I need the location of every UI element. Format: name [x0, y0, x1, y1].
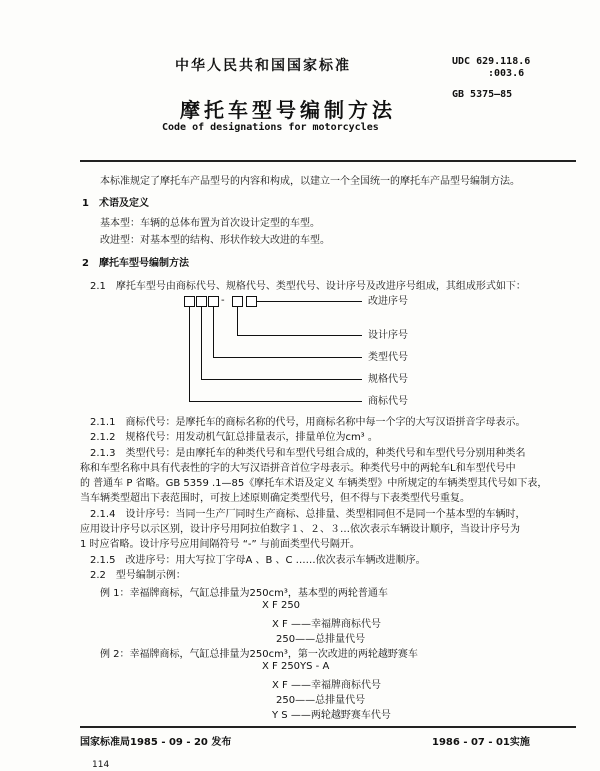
clause-2-1-3-line3: 的 普通车 P 省略。GB 5359 .1—85《摩托车术语及定义 车辆类型》中所规定的车辆类型其代号如下表， [80, 478, 548, 489]
udc-code-line1: UDC 629.118.6 [452, 56, 531, 67]
example-2-line2: 250——总排量代号 [276, 695, 366, 706]
example-2-code: X F 250YS - A [262, 661, 330, 672]
clause-2-1-4-line2: 应用设计序号以示区别，设计序号用阿拉伯数字１、２、３…依次表示车辆设计顺序，当设计序号为 [80, 524, 520, 535]
leader-design-h [237, 335, 362, 336]
example-2-caption: 例 2：幸福牌商标，气缸总排量为250cm³，第一次改进的两轮越野赛车 [100, 649, 418, 660]
intro-paragraph: 本标准规定了摩托车产品型号的内容和构成，以建立一个全国统一的摩托车产品型号编制方法。 [100, 176, 520, 187]
footer-divider [80, 726, 576, 728]
issue-date: 国家标准局1985 - 09 - 20 发布 [80, 737, 232, 748]
diagram-box-improve [246, 296, 257, 307]
leader-brand-h [189, 401, 362, 402]
example-2-line1: X F ——幸福牌商标代号 [272, 680, 381, 691]
leader-spec-v [201, 307, 202, 379]
diagram-label-spec: 规格代号 [368, 374, 408, 385]
udc-code-line2: :003.6 [488, 68, 525, 79]
leader-brand-v [189, 307, 190, 401]
effective-date: 1986 - 07 - 01实施 [432, 737, 530, 748]
document-title-english: Code of designations for motorcycles [162, 122, 379, 133]
header-divider [80, 160, 576, 162]
diagram-box-design [232, 296, 243, 307]
clause-2-1-4-line3: 1 时应省略。设计序号应用间隔符号 “-” 与前面类型代号隔开。 [80, 539, 360, 550]
diagram-label-brand: 商标代号 [368, 396, 408, 407]
example-2-line3: Y S ——两轮越野赛车代号 [272, 710, 391, 721]
example-1-line2: 250——总排量代号 [276, 634, 366, 645]
clause-2-1-3-line4: 当车辆类型超出下表范围时，可按上述原则确定类型代号，但不得与下表类型代号重复。 [80, 493, 470, 504]
diagram-box-type [208, 296, 219, 307]
example-1-line1: X F ——幸福牌商标代号 [272, 619, 381, 630]
leader-improve [257, 301, 362, 302]
page-number: 114 [92, 760, 110, 770]
clause-2-1-4-line1: 2.1.4 设计序号：当同一生产厂同时生产商标、总排量、类型相同但不是同一个基本型的车辆时， [90, 509, 526, 520]
section-2-heading: 2 摩托车型号编制方法 [82, 258, 189, 269]
leader-design-v [237, 307, 238, 335]
clause-2-1-1: 2.1.1 商标代号：是摩托车的商标名称的代号，用商标名称中每一个字的大写汉语拼音字母表示。 [90, 417, 526, 428]
diagram-box-brand [184, 296, 195, 307]
diagram-label-type: 类型代号 [368, 352, 408, 363]
leader-type-h [213, 357, 362, 358]
leader-spec-h [201, 379, 362, 380]
example-1-caption: 例 1：幸福牌商标，气缸总排量为250cm³，基本型的两轮普通车 [100, 588, 388, 599]
clause-2-1-3-line1: 2.1.3 类型代号：是由摩托车的种类代号和车型代号组合成的，种类代号和车型代号分别用种类名 [90, 448, 526, 459]
diagram-label-improve: 改进序号 [368, 296, 408, 307]
example-1-code: X F 250 [262, 600, 301, 611]
definition-improved-type: 改进型：对基本型的结构、形状作较大改进的车型。 [100, 235, 330, 246]
section-1-heading: 1 术语及定义 [82, 198, 149, 209]
clause-2-2: 2.2 型号编制示例： [90, 570, 186, 581]
standard-org-title: 中华人民共和国国家标准 [175, 58, 351, 74]
gb-number: GB 5375—85 [452, 89, 513, 100]
definition-basic-type: 基本型：车辆的总体布置为首次设计定型的车型。 [100, 218, 320, 229]
clause-2-1-5: 2.1.5 改进序号：用大写拉丁字母A 、B 、C ……依次表示车辆改进顺序。 [90, 555, 426, 566]
clause-2-1-2: 2.1.2 规格代号：用发动机气缸总排量表示，排量单位为cm³ 。 [90, 432, 378, 443]
document-title: 摩托车型号编制方法 [180, 98, 396, 122]
clause-2-1: 2.1 摩托车型号由商标代号、规格代号、类型代号、设计序号及改进序号组成，其组成形式如下： [90, 281, 526, 292]
leader-type-v [213, 307, 214, 357]
diagram-label-design: 设计序号 [368, 330, 408, 341]
diagram-box-spec [196, 296, 207, 307]
clause-2-1-3-line2: 称和车型名称中具有代表性的字的大写汉语拼音首位字母表示。种类代号中的两轮车L和车型代号中 [80, 463, 516, 474]
diagram-separator: - [221, 295, 225, 306]
